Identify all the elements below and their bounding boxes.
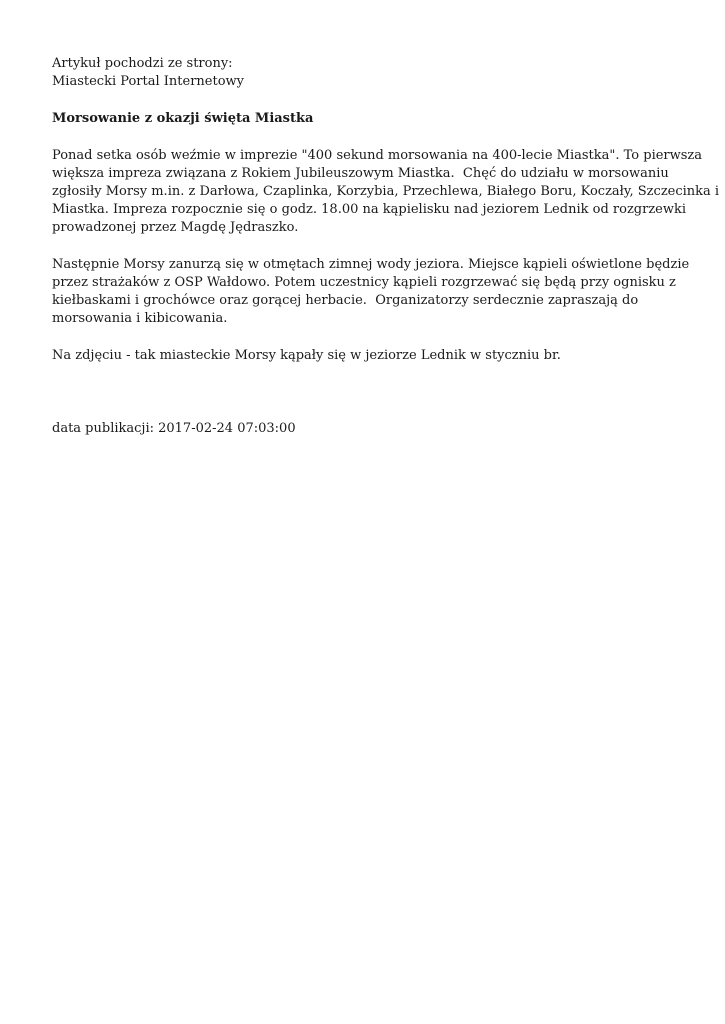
paragraph-line: prowadzonej przez Magdę Jędraszko.: [52, 220, 299, 235]
paragraph-line: Ponad setka osób weźmie w imprezie "400 sekund morsowania na 400-lecie Miastka". To pierwsza: [52, 148, 703, 163]
paragraph-line: morsowania i kibicowania.: [52, 311, 228, 326]
article-title: Morsowanie z okazji święta Miastka: [52, 111, 314, 126]
source-header: [52, 55, 682, 91]
paragraph-line: kiełbaskami i grochówce oraz gorącej herbacie. Organizatorzy serdecznie zapraszają do: [52, 293, 639, 308]
article-paragraph-2: [52, 256, 690, 328]
document-page: [52, 55, 720, 438]
source-site-name: Miastecki Portal Internetowy: [52, 74, 245, 89]
article-paragraph-1: [52, 147, 720, 237]
source-label: Artykuł pochodzi ze strony:: [52, 56, 233, 71]
paragraph-line: zgłosiły Morsy m.in. z Darłowa, Czaplinka, Korzybia, Przechlewa, Białego Boru, Koczały, Szczecinka i: [52, 184, 720, 199]
paragraph-line: Miastka. Impreza rozpocznie się o godz. 18.00 na kąpielisku nad jeziorem Lednik od rozgrzewki: [52, 202, 687, 217]
article-paragraph-3: [52, 347, 682, 365]
publication-date: data publikacji: 2017-02-24 07:03:00: [52, 421, 296, 436]
paragraph-line: większa impreza związana z Rokiem Jubileuszowym Miastka. Chęć do udziału w morsowaniu: [52, 166, 669, 181]
paragraph-line: przez strażaków z OSP Wałdowo. Potem uczestnicy kąpieli rozgrzewać się będą przy ognisku z: [52, 275, 676, 290]
paragraph-line: Na zdjęciu - tak miasteckie Morsy kąpały się w jeziorze Lednik w styczniu br.: [52, 348, 561, 363]
paragraph-line: Następnie Morsy zanurzą się w otmętach zimnej wody jeziora. Miejsce kąpieli oświetlone będzie: [52, 257, 690, 272]
